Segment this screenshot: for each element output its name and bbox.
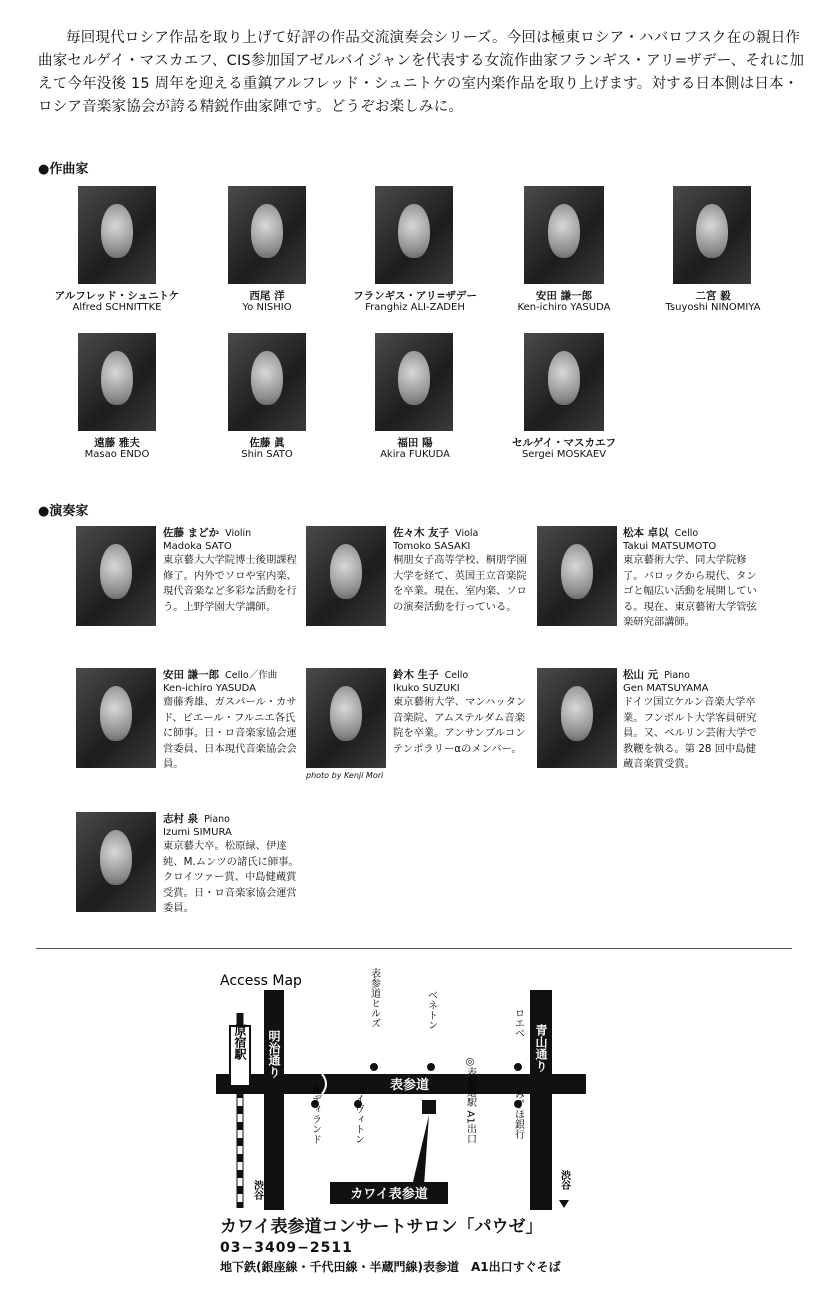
composer-name: セルゲイ・マスカエフ Sergei MOSKAEV (511, 437, 617, 460)
composer-name: 西尾 洋 Yo NISHIO (242, 290, 292, 313)
kiddy-label: キディランド (309, 1084, 321, 1144)
aoyama-road (530, 990, 552, 1210)
shibuya-left: 渋谷 (251, 1180, 263, 1200)
composer-photo (375, 333, 453, 431)
performer-photo (537, 526, 617, 626)
composer-name: 佐藤 眞 Shin SATO (241, 437, 293, 460)
composer-photo (228, 186, 306, 284)
performer-photo (306, 668, 386, 768)
performer-photo (76, 526, 156, 626)
composer-photo (228, 333, 306, 431)
kawai-building (422, 1100, 436, 1114)
performer-info: 佐藤 まどか Violin Madoka SATO 東京藝大大学院博士後期課程修了。内外でソロや室内楽、現代音楽など多彩な活動を行う。上野学園大学講師。 (163, 527, 297, 613)
omotesando-label: 表参道 (390, 1078, 430, 1093)
performer-info: 安田 謙一郎 Cello／作曲 Ken-ichiro YASUDA 齋藤秀雄、ガスパール・カサド、ピエール・フルニエ各氏に師事。日・ロ音楽家協会運営委員、日本現代音楽協会会員。 (163, 669, 297, 770)
composer-name: アルフレッド・シュニトケ Alfred SCHNITTKE (54, 290, 180, 313)
composer-photo (78, 186, 156, 284)
composer-name: 安田 謙一郎 Ken-ichiro YASUDA (517, 290, 611, 313)
harajuku-label: 原宿駅 (233, 1024, 247, 1060)
performer-info: 松本 卓以 Cello Takui MATSUMOTO 東京藝術大学、同大学院修了。バロックから現代、タンゴと幅広い活動を展開している。現在、東京藝術大学管弦楽研究部講師。 (623, 527, 757, 628)
composer-photo (78, 333, 156, 431)
venue-name: カワイ表参道コンサートサロン「パウゼ」 (220, 1217, 543, 1237)
composer-photo (524, 186, 604, 284)
hills-label: 表参道ヒルズ (368, 968, 380, 1028)
composer-name: 福田 陽 Akira FUKUDA (380, 437, 450, 460)
composer-photo (524, 333, 604, 431)
divider-line (36, 948, 792, 949)
composer-name: 二宮 毅 Tsuyoshi NINOMIYA (665, 290, 761, 313)
composer-name: 遠藤 雅夫 Masao ENDO (84, 437, 150, 460)
vuitton-label: ルイヴィトン (352, 1084, 364, 1144)
composers-heading: ●作曲家 (38, 162, 89, 177)
station-label: ◎表参道駅 A1出口 (464, 1056, 476, 1144)
performer-photo (537, 668, 617, 768)
loewe-label: ロエベ (512, 1008, 524, 1038)
access-info: 地下鉄(銀座線・千代田線・半蔵門線)表参道 A1出口すぐそば (220, 1260, 561, 1274)
kawai-label: カワイ表参道 (350, 1187, 428, 1202)
performer-photo (306, 526, 386, 626)
composer-photo (673, 186, 751, 284)
meiji-road (264, 990, 284, 1210)
performer-photo (76, 668, 156, 768)
benetton-label: ベネトン (425, 990, 437, 1030)
aoyama-label: 青山通り (534, 1024, 548, 1072)
performer-info: 志村 泉 Piano Izumi SIMURA 東京藝大卒。松原緑、伊達純、M.ムンツの諸氏に師事。クロイツァー賞、中島健蔵賞受賞。日・ロ音楽家協会運営委員。 (163, 813, 299, 914)
intro-text: 毎回現代ロシア作品を取り上げて好評の作品交流演奏会シリーズ。今回は極東ロシア・ハバロフスク在の親日作曲家セルゲイ・マスカエフ、CIS参加国アゼルバイジャンを代表する女流作曲家フランギス・アリ=ザデー、それに加えて今年没後 15 周年を迎える重鎮アルフレッド・シュニトケの室内楽作品を取り上げます。対する日本側は日本・ロシア音楽家協会が誇る精鋭作曲家陣です。どうぞお楽しみに。 (38, 29, 805, 115)
composer-photo (375, 186, 453, 284)
performer-info: 鈴木 生子 Cello Ikuko SUZUKI 東京藝術大学、マンハッタン音楽院、アムステルダム音楽院を卒業。アンサンブルコンテンポラリーαのメンバー。 (393, 669, 527, 755)
mizuho-label: みずほ銀行 (512, 1089, 524, 1139)
phone-number: 03−3409−2511 (220, 1240, 353, 1256)
performers-heading: ●演奏家 (38, 504, 89, 519)
performer-info: 佐々木 友子 Viola Tomoko SASAKI 桐朋女子高等学校、桐朋学園大学を経て、英国王立音楽院を卒業。現在、室内楽、ソロの演奏活動を行っている。 (393, 527, 527, 613)
performer-info: 松山 元 Piano Gen MATSUYAMA ドイツ国立ケルン音楽大学卒業。フンボルト大学客員研究員。又、ベルリン芸術大学で教鞭を執る。第 28 回中島健蔵音楽賞受賞。 (623, 669, 757, 770)
composer-name: フランギス・アリ=ザデー Franghiz ALI-ZADEH (353, 290, 477, 313)
performer-photo (76, 812, 156, 912)
map-title: Access Map (220, 973, 302, 989)
access-map (212, 968, 602, 1218)
shibuya-right: 渋谷 (558, 1170, 570, 1190)
meiji-label: 明治通り (267, 1030, 281, 1078)
photo-credit: photo by Kenji Mori (306, 771, 384, 780)
